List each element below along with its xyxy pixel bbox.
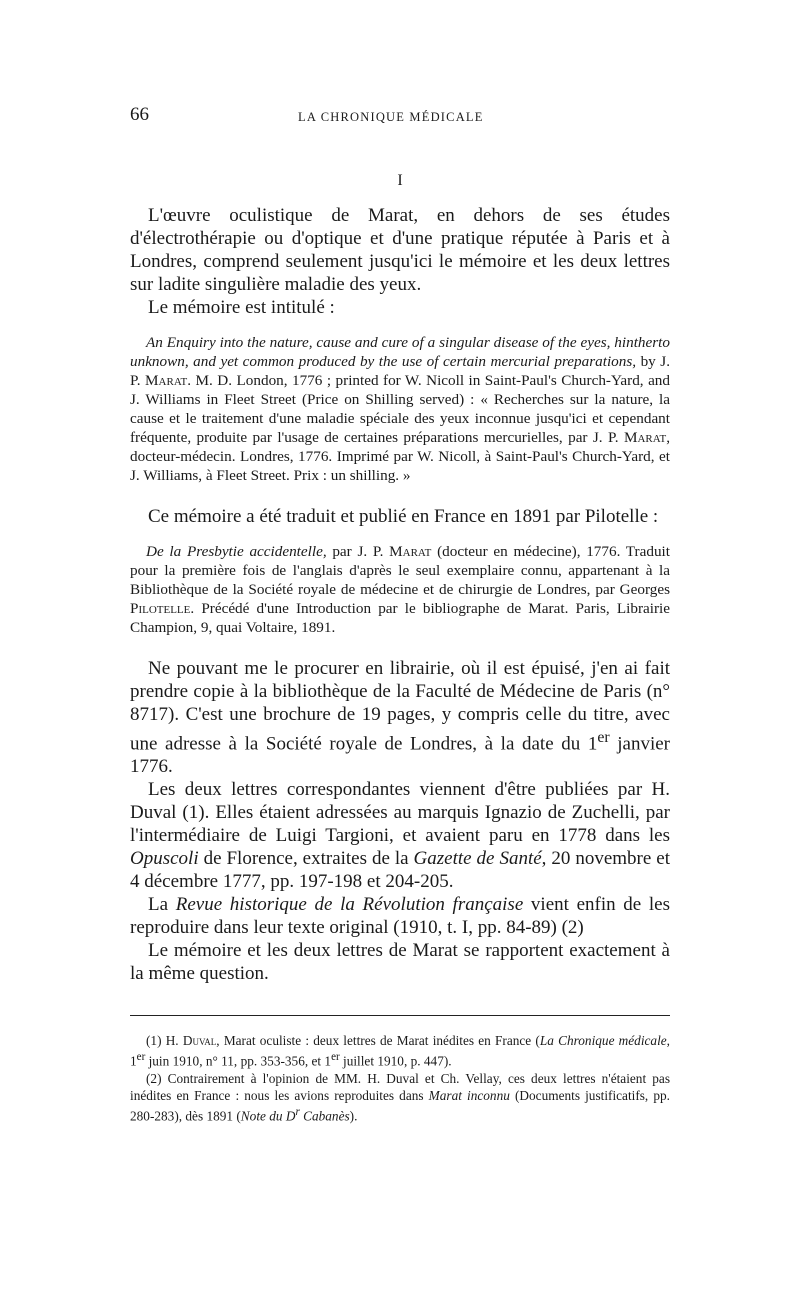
footnote-text: (1) H.: [146, 1033, 183, 1049]
paragraph-copy-text-end: janvier 1776.: [130, 733, 670, 778]
footnote-1: [130, 1032, 670, 1069]
superscript: r: [295, 1105, 300, 1118]
quote-enquiry-text-end: , docteur-médecin. Londres, 1776. Imprimé par W. Nicoll, à Saint-Paul's Church-Yard, et J. Williams, à Fleet Street. Prix : un shilling. »: [130, 429, 670, 484]
paragraph-letters-text: Les deux lettres correspondantes viennent d'être publiées par H. Duval (1). Elles étaient adressées au marquis Ignazio de Zuchelli, par l'intermédiaire de Luigi Targioni, et avaient paru en 1778 dans les: [130, 779, 670, 847]
page: [130, 104, 670, 1124]
italic-title: Gazette de Santé: [413, 848, 542, 870]
footnote-text: , 1: [130, 1033, 670, 1069]
author-name: Marat: [145, 372, 188, 389]
paragraph-copy-text: Ne pouvant me le procurer en librairie, où il est épuisé, j'en ai fait prendre copie à la bibliothèque de la Faculté de Médecine de Paris (n° 8717). C'est une brochure de 19 pages, y compris celle du titre, avec une adresse à la Société royale de Londres, à la date du 1: [130, 658, 670, 755]
footnote-text: , Marat oculiste : deux lettres de Marat inédites en France (: [216, 1033, 540, 1049]
paragraph-revue-text-end: vient enfin de les reproduire dans leur texte original (1910, t. I, pp. 84-89) (2): [130, 894, 670, 939]
paragraph-conclusion: Le mémoire et les deux lettres de Marat se rapportent exactement à la même question.: [130, 940, 670, 985]
author-name: Marat: [389, 543, 432, 560]
quote-presbytie-by: par J. P.: [326, 543, 390, 560]
author-name: Marat: [623, 429, 667, 446]
footnote-divider: [130, 1015, 670, 1016]
italic-title: La Chronique médicale: [539, 1033, 667, 1049]
superscript: er: [136, 1051, 146, 1064]
footnote-text: (2) Contrairement à l'opinion de MM. H. Duval et Ch. Vellay, ces deux lettres n'étaient pas inédites en France : nous les avions reproduites dans: [130, 1070, 670, 1103]
italic-note: Note du D: [240, 1108, 296, 1124]
section-numeral: I: [397, 172, 403, 189]
footnote-text: juin 1910, n° 11, pp. 353-356, et 1: [145, 1053, 332, 1069]
footnote-2: [130, 1070, 670, 1124]
paragraph-revue: [130, 893, 670, 939]
author-name: Duval: [182, 1033, 217, 1049]
footnote-text: ).: [349, 1108, 358, 1124]
paragraph-letters-text-end: , 20 novembre et 4 décembre 1777, pp. 197-198 et 204-205.: [130, 848, 670, 893]
paragraph-letters-text-mid: de Florence, extraites de la: [198, 848, 414, 870]
paragraph-copy: [130, 657, 670, 778]
italic-title: Opuscoli: [130, 848, 199, 870]
italic-note: Cabanès: [299, 1108, 350, 1124]
superscript: er: [597, 729, 610, 746]
page-number: 66: [130, 104, 149, 125]
translator-name: Pilotelle: [130, 600, 191, 617]
paragraph-translation: Ce mémoire a été traduit et publié en France en 1891 par Pilotelle :: [148, 506, 659, 527]
paragraph-intro: L'œuvre oculistique de Marat, en dehors de ses études d'électrothérapie ou d'optique et d'une pratique réputée à Paris et à Londres, comprend seulement jusqu'ici le mémoire et les deux lettres sur ladite singulière maladie des yeux.: [130, 205, 670, 295]
superscript: er: [331, 1051, 340, 1064]
footnote-text: juillet 1910, p. 447).: [339, 1053, 452, 1069]
quote-presbytie-text-end: . Précédé d'une Introduction par le bibliographe de Marat. Paris, Librairie Champion, 9, quai Voltaire, 1891.: [130, 600, 670, 636]
italic-title: Marat inconnu: [428, 1087, 510, 1103]
quote-presbytie-text: (docteur en médecine), 1776. Traduit pour la première fois de l'anglais d'après le seul exemplaire connu, appartenant à la Bibliothèque de la Société royale de médecine et de chirurgie de Londres, par Georges: [130, 543, 670, 598]
quote-presbytie: [130, 542, 670, 637]
paragraph-memoire-title-intro: Le mémoire est intitulé :: [148, 297, 335, 318]
quote-enquiry-text: . M. D. London, 1776 ; printed for W. Nicoll in Saint-Paul's Church-Yard, and J. Williams in Fleet Street (Price on Shilling served) : « Recherches sur la nature, la cause et le traitement d'une maladie spéciale des yeux inconnue jusqu'ici et cependant fréquente, produite par l'usage de certaines préparations mercurielles, par J. P.: [130, 372, 670, 446]
paragraph-revue-text: La: [148, 894, 176, 916]
footnote-text: (Documents justificatifs, pp. 280-283), dès 1891 (: [130, 1087, 670, 1124]
quote-enquiry-by: by J. P.: [130, 353, 670, 389]
running-head: [130, 104, 670, 134]
italic-title: Revue historique de la Révolution française: [175, 894, 524, 916]
quote-enquiry: [130, 333, 670, 485]
quote-enquiry-title: An Enquiry into the nature, cause and cure of a singular disease of the eyes, hintherto unknown, and yet common produced by the use of certain mercurial preparations,: [130, 334, 670, 370]
paragraph-letters: [130, 778, 670, 893]
quote-presbytie-title: De la Presbytie accidentelle,: [146, 543, 327, 560]
running-title: LA CHRONIQUE MÉDICALE: [298, 110, 484, 124]
